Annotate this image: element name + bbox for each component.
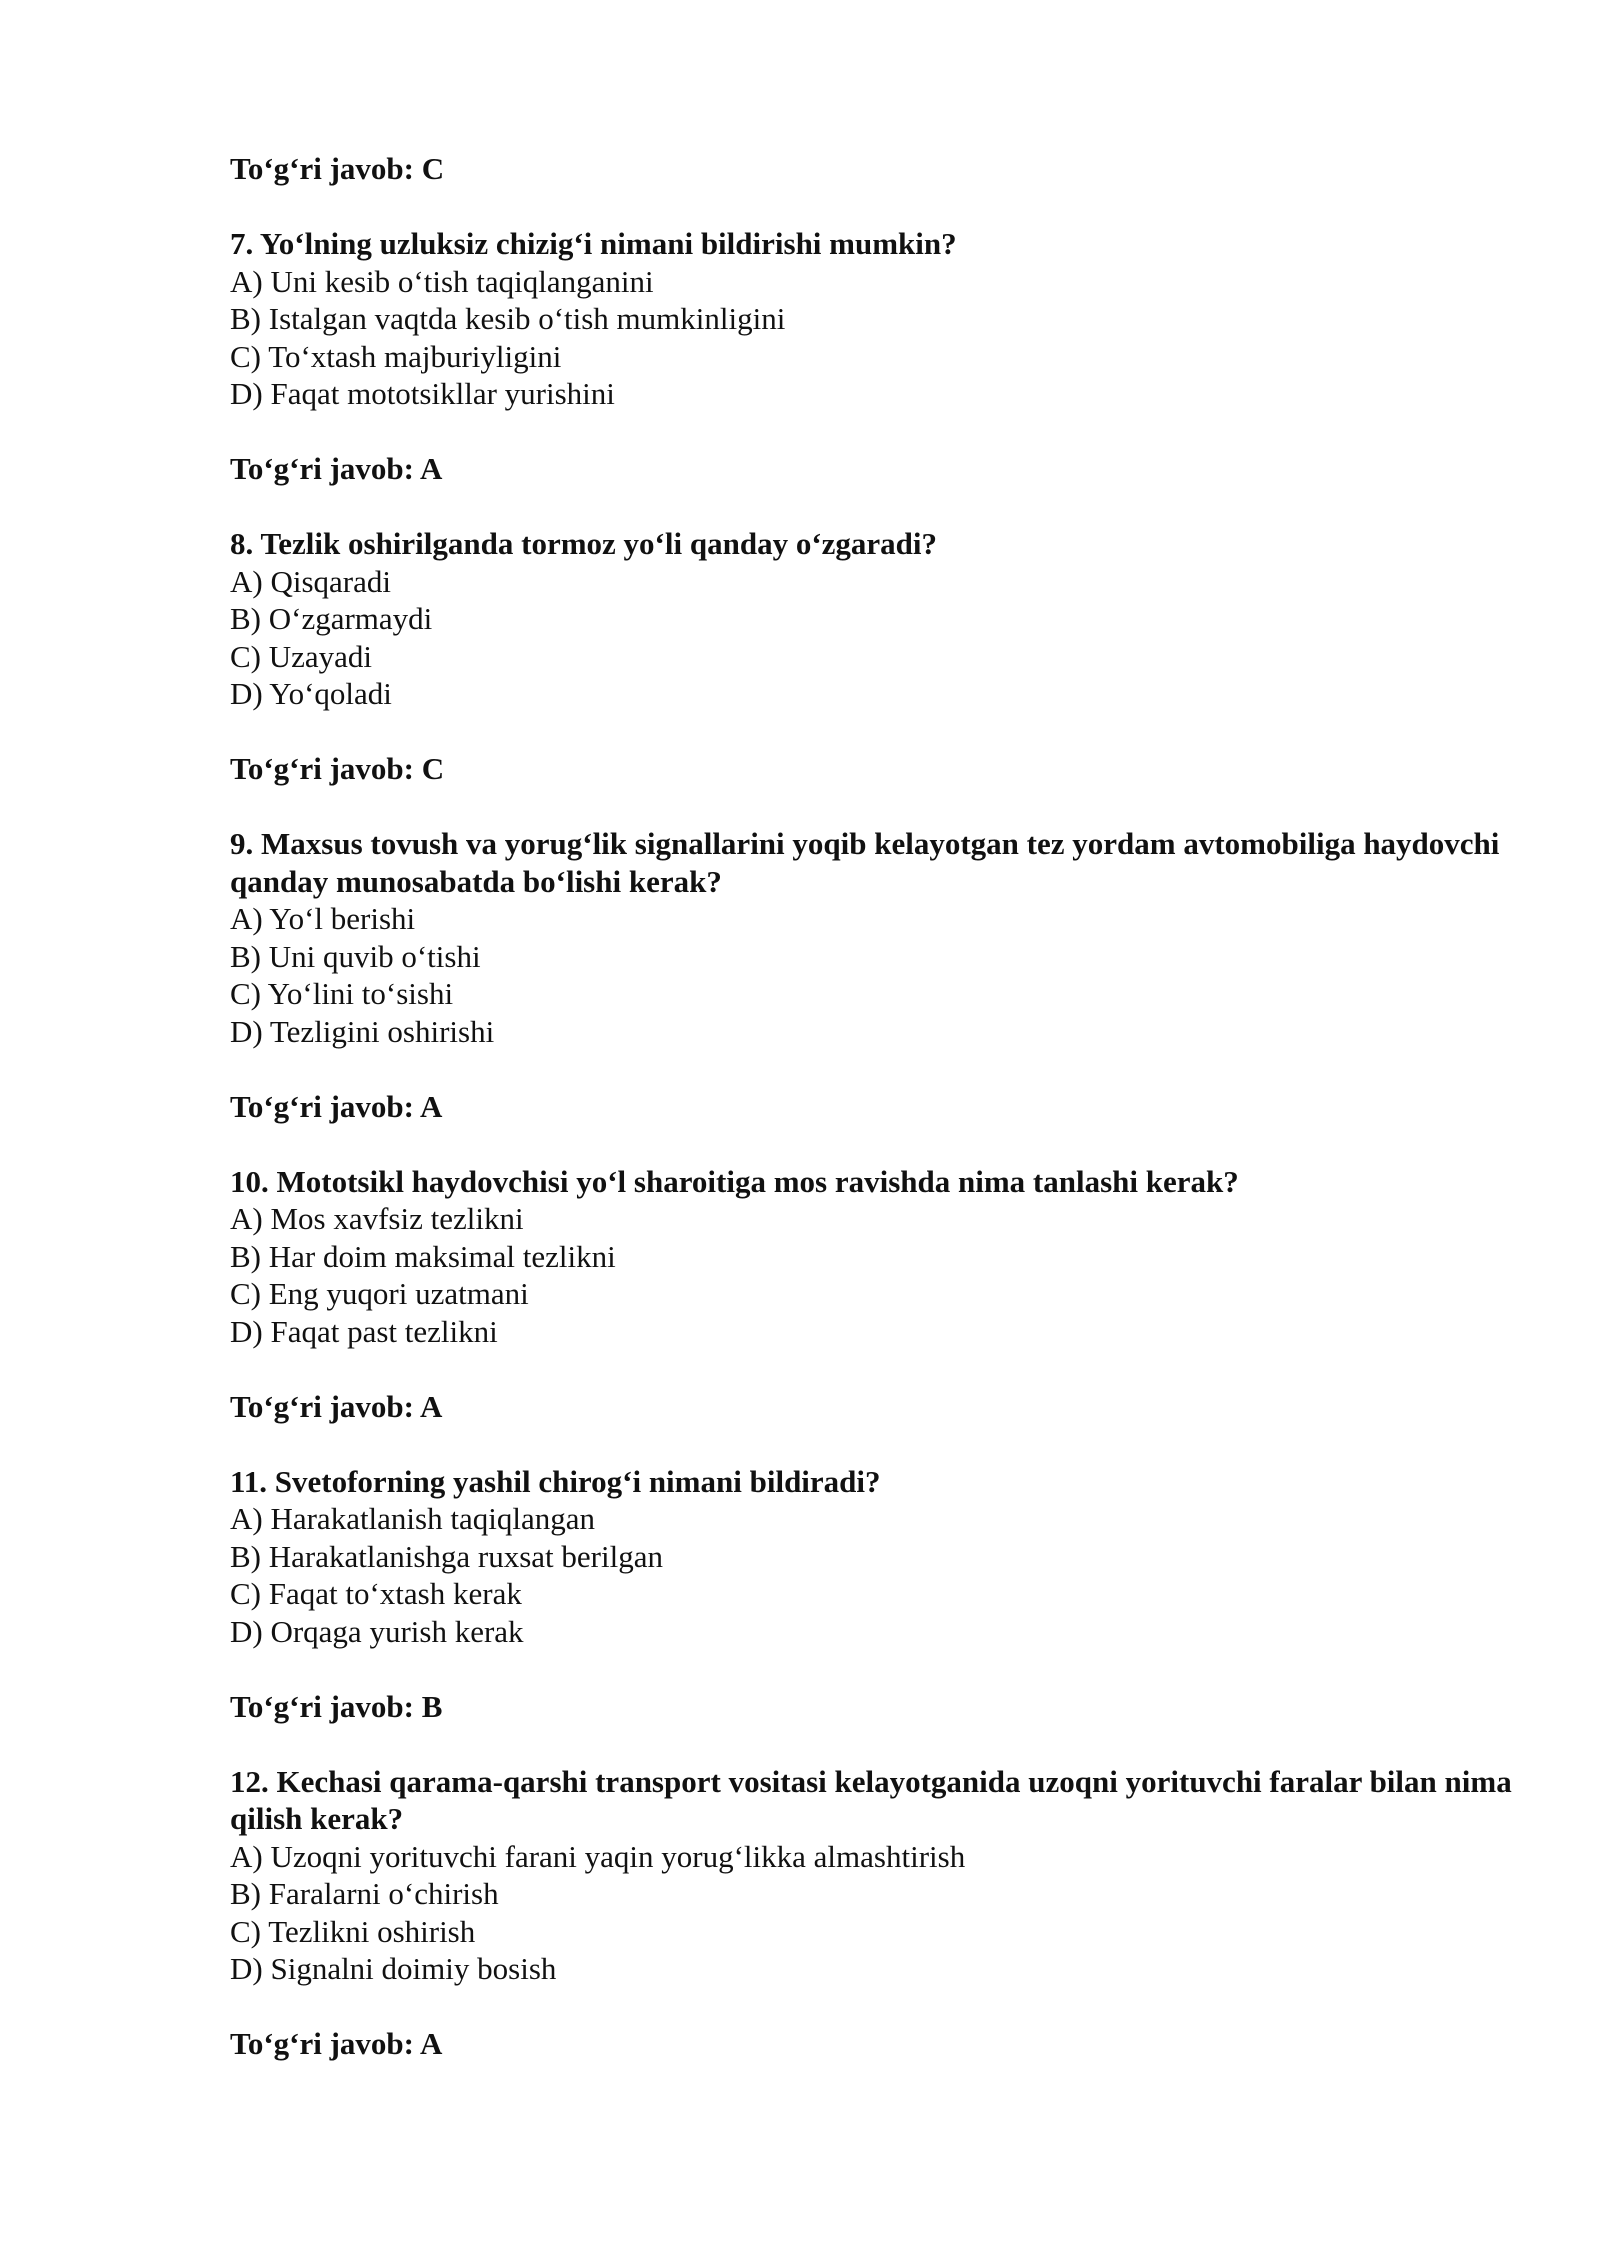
previous-correct-answer: To‘g‘ri javob: C <box>230 151 445 186</box>
option-c: C) To‘xtash majburiyligini <box>230 338 562 374</box>
option-d: D) Orqaga yurish kerak <box>230 1613 524 1649</box>
question-title: 8. Tezlik oshirilganda tormoz yo‘li qanday o‘zgaradi? <box>230 526 938 561</box>
option-b: B) Har doim maksimal tezlikni <box>230 1238 616 1274</box>
option-d: D) Tezligini oshirishi <box>230 1013 495 1049</box>
option-b: B) Istalgan vaqtda kesib o‘tish mumkinligini <box>230 301 786 336</box>
option-c: C) Uzayadi <box>230 638 373 674</box>
option-d: D) Faqat mototsikllar yurishini <box>230 376 615 411</box>
correct-answer: To‘g‘ri javob: A <box>230 1388 443 1424</box>
option-c: C) Eng yuqori uzatmani <box>230 1276 529 1311</box>
correct-answer: To‘g‘ri javob: A <box>230 451 443 486</box>
option-d: D) Faqat past tezlikni <box>230 1313 498 1349</box>
correct-answer: To‘g‘ri javob: C <box>230 751 445 786</box>
question-10 <box>230 1163 1530 1426</box>
correct-answer: To‘g‘ri javob: A <box>230 2026 443 2061</box>
question-11 <box>230 1463 1530 1726</box>
option-a: A) Uzoqni yorituvchi farani yaqin yorug‘likka almashtirish <box>230 1838 966 1874</box>
question-title: 9. Maxsus tovush va yorug‘lik signallarini yoqib kelayotgan tez yordam avtomobiliga haydovchi qanday munosabatda bo‘lishi kerak? <box>230 826 1500 899</box>
option-b: B) Uni quvib o‘tishi <box>230 938 481 974</box>
option-a: A) Harakatlanish taqiqlangan <box>230 1501 595 1536</box>
correct-answer: To‘g‘ri javob: A <box>230 1088 443 1124</box>
document-page <box>230 150 1530 2094</box>
option-b: B) Faralarni o‘chirish <box>230 1876 499 1911</box>
option-a: A) Qisqaradi <box>230 563 391 599</box>
option-c: C) Faqat to‘xtash kerak <box>230 1576 522 1611</box>
question-title: 11. Svetoforning yashil chirog‘i nimani bildiradi? <box>230 1463 881 1499</box>
question-8 <box>230 525 1530 788</box>
question-title: 7. Yo‘lning uzluksiz chizig‘i nimani bildirishi mumkin? <box>230 226 957 261</box>
question-title: 12. Kechasi qarama-qarshi transport vositasi kelayotganida uzoqni yorituvchi faralar bilan nima qilish kerak? <box>230 1763 1512 1836</box>
option-b: B) O‘zgarmaydi <box>230 601 433 636</box>
option-c: C) Yo‘lini to‘sishi <box>230 976 454 1011</box>
question-title: 10. Mototsikl haydovchisi yo‘l sharoitiga mos ravishda nima tanlashi kerak? <box>230 1163 1239 1199</box>
option-a: A) Mos xavfsiz tezlikni <box>230 1201 524 1236</box>
correct-answer: To‘g‘ri javob: B <box>230 1688 443 1724</box>
option-a: A) Uni kesib o‘tish taqiqlanganini <box>230 263 654 299</box>
option-b: B) Harakatlanishga ruxsat berilgan <box>230 1538 663 1574</box>
option-a: A) Yo‘l berishi <box>230 901 416 936</box>
option-d: D) Signalni doimiy bosish <box>230 1951 557 1986</box>
question-7 <box>230 225 1530 488</box>
option-d: D) Yo‘qoladi <box>230 676 392 711</box>
question-9 <box>230 825 1530 1125</box>
option-c: C) Tezlikni oshirish <box>230 1913 476 1949</box>
question-12 <box>230 1763 1530 2063</box>
